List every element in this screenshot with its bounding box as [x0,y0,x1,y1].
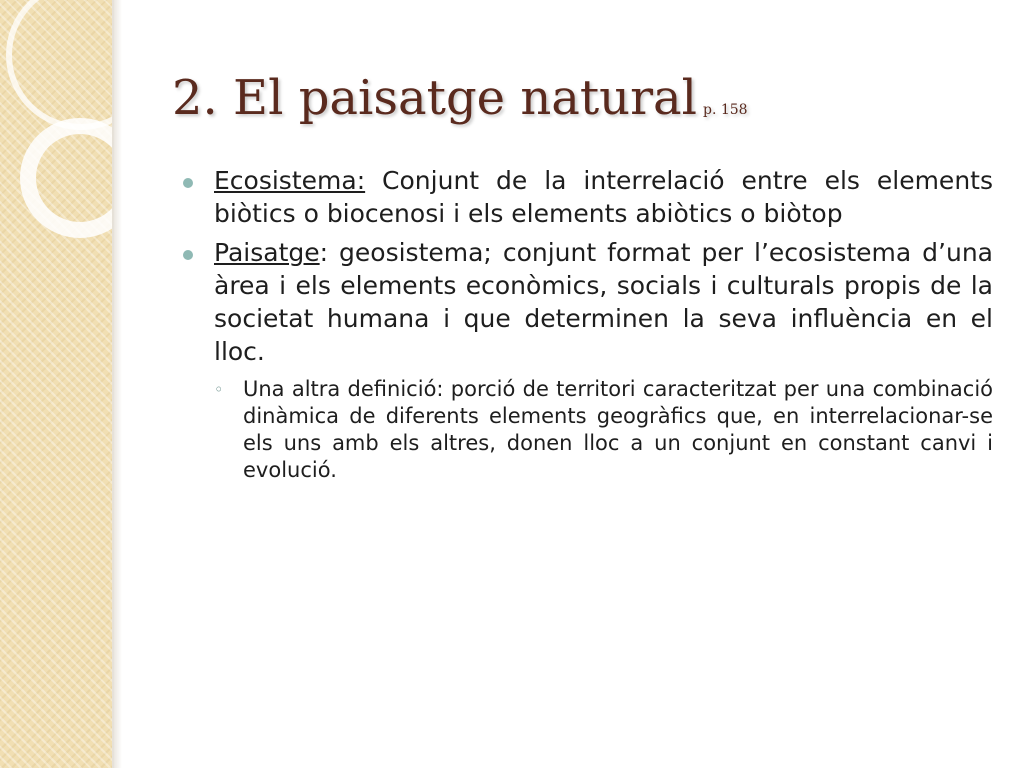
slide-content [183,164,993,484]
page-reference: p. 158 [702,102,748,118]
bullet-term: Ecosistema: [214,166,366,195]
bullet-text: Conjunt de la interrelació entre els elements biòtics o biocenosi i els elements abiòtics o biòtop [214,166,993,228]
bullet-dot-icon [183,250,193,260]
bullet-paisatge [183,236,993,368]
decorative-ring [20,118,140,238]
slide-title [172,70,748,138]
title-text: 2. El paisatge natural [172,70,697,126]
bullet-text: : geosistema; conjunt format per l’ecosistema d’una àrea i els elements econòmics, socials i culturals propis de la societat humana i que determinen la seva influència en el lloc. [214,238,993,366]
sub-bullet-definition [214,376,993,484]
bullet-ecosistema [183,164,993,230]
side-shadow [112,0,122,768]
sub-bullet-text: Una altra definició: porció de territori caracteritzat per una combinació dinàmica de diferents elements geogràfics que, en interrelacionar-se els uns amb els altres, donen lloc a un conjunt en constant canvi i evolució. [243,377,993,482]
sub-bullet-marker-icon: ◦ [214,380,224,399]
bullet-term: Paisatge [214,238,320,267]
bullet-dot-icon [183,178,193,188]
